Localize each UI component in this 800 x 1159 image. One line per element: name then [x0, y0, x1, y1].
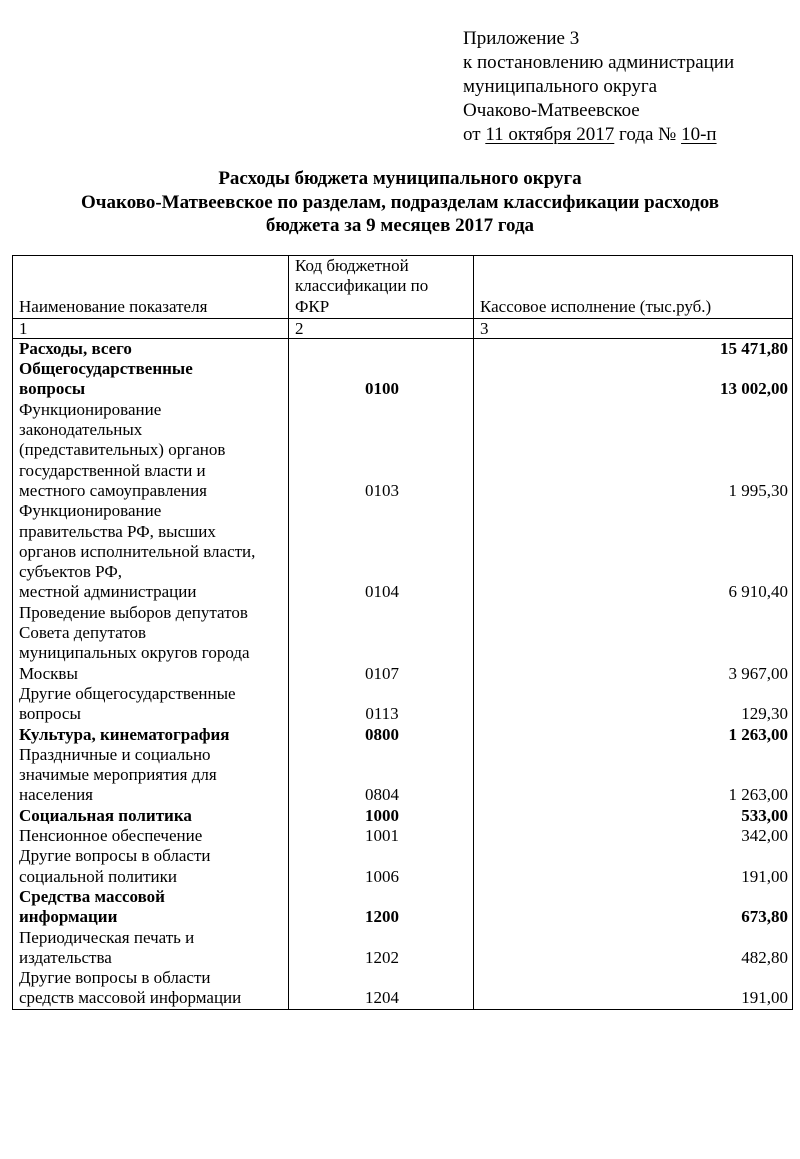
table-row [13, 338, 793, 359]
row-code: 1202 [289, 928, 474, 969]
row-name-line: местного самоуправления [19, 480, 207, 500]
row-code: 1006 [289, 846, 474, 887]
row-name-line: (представительных) органов [19, 440, 226, 460]
column-number-row [13, 318, 793, 338]
row-value: 673,80 [474, 887, 793, 928]
row-name [13, 725, 289, 745]
row-value: 1 263,00 [474, 725, 793, 745]
row-name [13, 826, 289, 846]
row-name-line: Праздничные и социально [19, 744, 211, 764]
header-code-line: классификации по [295, 276, 429, 296]
row-name-line: местной администрации [19, 582, 197, 602]
column-number: 3 [474, 318, 793, 338]
row-name-line: Пенсионное обеспечение [19, 826, 203, 846]
row-name-line: Общегосударственные [19, 359, 193, 379]
header-code [289, 256, 474, 319]
appendix-title: Приложение 3 [463, 28, 580, 49]
row-name [13, 359, 289, 400]
table-row [13, 887, 793, 928]
row-name-line: Культура, кинематография [19, 724, 230, 744]
row-name [13, 400, 289, 501]
row-name-line: Проведение выборов депутатов [19, 602, 248, 622]
row-code: 0800 [289, 725, 474, 745]
header-code-line: ФКР [295, 296, 330, 316]
row-name [13, 968, 289, 1009]
row-code: 0107 [289, 603, 474, 684]
table-row [13, 745, 793, 806]
title-line: бюджета за 9 месяцев 2017 года [265, 215, 535, 236]
date-middle: года № [614, 124, 682, 145]
table-row [13, 603, 793, 684]
column-number: 1 [13, 318, 289, 338]
row-name-line: законодательных [19, 420, 143, 440]
row-name [13, 745, 289, 806]
table-row [13, 806, 793, 826]
row-value: 3 967,00 [474, 603, 793, 684]
row-name-line: Функционирование [19, 501, 162, 521]
row-value: 1 263,00 [474, 745, 793, 806]
row-name-line: информации [19, 907, 118, 927]
row-name [13, 338, 289, 359]
table-body [13, 256, 793, 1010]
row-name-line: Москвы [19, 663, 78, 683]
row-name-line: муниципальных округов города [19, 643, 250, 663]
row-name-line: Средства массовой [19, 886, 165, 906]
row-name-line: средств массовой информации [19, 988, 242, 1008]
appendix-block [463, 27, 734, 147]
budget-table [12, 255, 793, 1010]
table-row [13, 400, 793, 501]
title-line: Очаково-Матвеевское по разделам, подразделам классификации расходов [81, 191, 719, 213]
row-value: 129,30 [474, 684, 793, 725]
column-number: 2 [289, 318, 474, 338]
row-code: 1204 [289, 968, 474, 1009]
table-row [13, 501, 793, 602]
row-name-line: издательства [19, 947, 112, 967]
row-name-line: вопросы [19, 704, 81, 724]
row-name [13, 501, 289, 602]
row-code: 0804 [289, 745, 474, 806]
table-row [13, 928, 793, 969]
row-code: 1000 [289, 806, 474, 826]
row-code: 0104 [289, 501, 474, 602]
row-name [13, 887, 289, 928]
row-name-line: Функционирование [19, 399, 162, 419]
decree-number: 10-п [681, 124, 717, 145]
row-name [13, 684, 289, 725]
row-code [289, 338, 474, 359]
row-name-line: Другие вопросы в области [19, 968, 211, 988]
row-code: 0103 [289, 400, 474, 501]
row-code: 1200 [289, 887, 474, 928]
title-line: Расходы бюджета муниципального округа [218, 168, 582, 189]
row-value: 533,00 [474, 806, 793, 826]
row-name-line: субъектов РФ, [19, 562, 123, 582]
row-value: 342,00 [474, 826, 793, 846]
document-title [0, 167, 800, 238]
row-name-line: Социальная политика [19, 805, 192, 825]
appendix-line: к постановлению администрации [463, 52, 735, 73]
row-code: 0100 [289, 359, 474, 400]
table-row [13, 846, 793, 887]
row-name-line: значимые мероприятия для [19, 765, 217, 785]
row-name-line: Периодическая печать и [19, 927, 195, 947]
row-name-line: Другие общегосударственные [19, 683, 236, 703]
row-value: 6 910,40 [474, 501, 793, 602]
row-name-line: вопросы [19, 379, 86, 399]
row-name [13, 846, 289, 887]
row-value: 482,80 [474, 928, 793, 969]
row-value: 191,00 [474, 968, 793, 1009]
row-name [13, 806, 289, 826]
row-name-line: Другие вопросы в области [19, 846, 211, 866]
row-value: 13 002,00 [474, 359, 793, 400]
appendix-date-line [463, 123, 734, 147]
row-name-line: правительства РФ, высших [19, 521, 216, 541]
row-value: 191,00 [474, 846, 793, 887]
header-name: Наименование показателя [13, 256, 289, 319]
row-name-line: Совета депутатов [19, 623, 147, 643]
row-name-line: Расходы, всего [19, 338, 132, 358]
row-code: 0113 [289, 684, 474, 725]
row-name-line: социальной политики [19, 866, 177, 886]
header-code-line: Код бюджетной [295, 256, 409, 275]
row-name-line: органов исполнительной власти, [19, 541, 256, 561]
row-name-line: населения [19, 785, 93, 805]
table-row [13, 725, 793, 745]
table-row [13, 359, 793, 400]
date-prefix: от [463, 124, 486, 145]
row-name [13, 603, 289, 684]
row-value: 15 471,80 [474, 338, 793, 359]
row-code: 1001 [289, 826, 474, 846]
appendix-line: Очаково-Матвеевское [463, 100, 640, 121]
row-name [13, 928, 289, 969]
decree-date: 11 октября 2017 [485, 124, 615, 145]
table-row [13, 826, 793, 846]
table-row [13, 968, 793, 1009]
table-row [13, 684, 793, 725]
header-value: Кассовое исполнение (тыс.руб.) [474, 256, 793, 319]
row-name-line: государственной власти и [19, 460, 206, 480]
table-header-row [13, 256, 793, 319]
appendix-line: муниципального округа [463, 76, 658, 97]
row-value: 1 995,30 [474, 400, 793, 501]
